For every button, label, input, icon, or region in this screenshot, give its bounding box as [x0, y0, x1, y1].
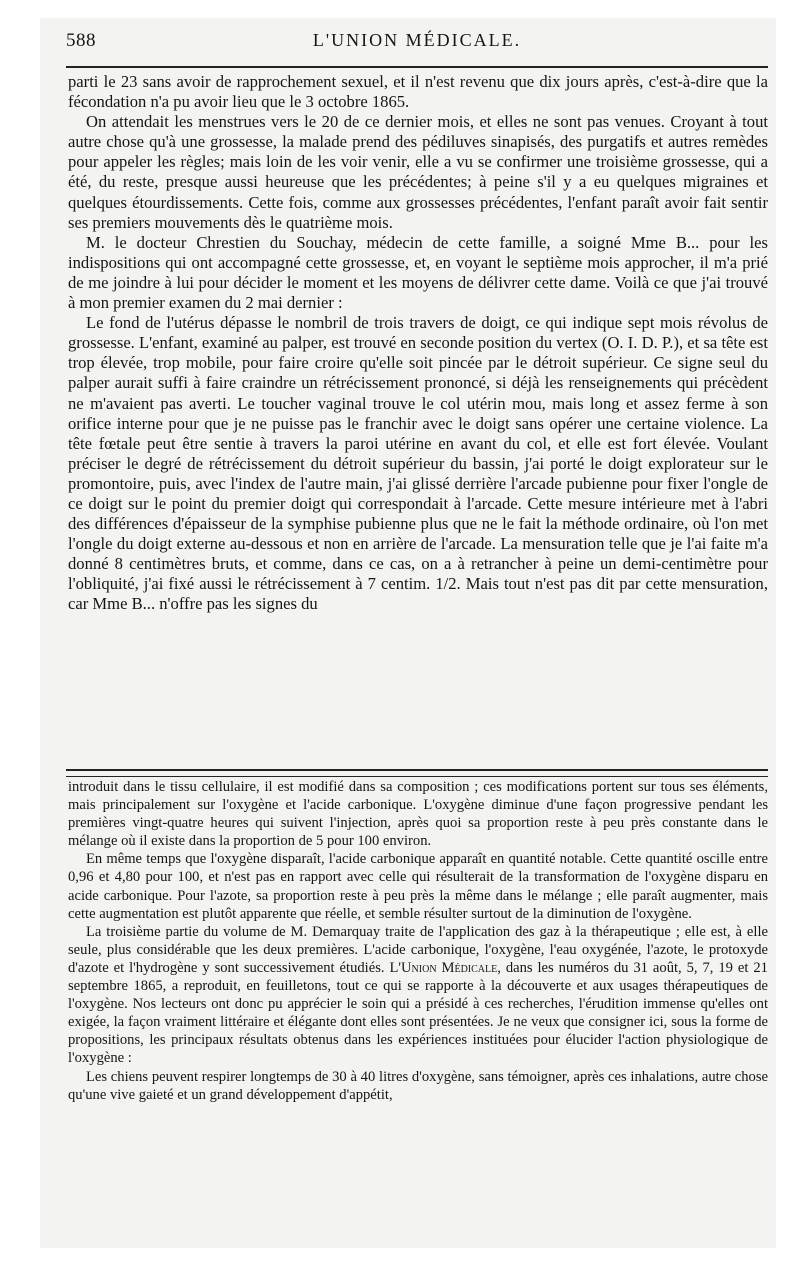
main-text — [68, 72, 768, 615]
feuilleton-paragraph-2: En même temps que l'oxygène disparaît, l'acide carbonique apparaît en quantité notable. Cette quantité oscille entre 0,96 et 4,80 pour 100, et n'est pas en rapport avec celle qui résulterait de la transformation de l'oxygène disparu en acide carbonique. Pour l'azote, sa proportion reste à peu près la même dans le mélange ; elle paraît augmenter, mais cette augmentation est plutôt apparente que réelle, et semble résulter surtout de la diminution de l'oxygène. — [68, 851, 768, 922]
feuilleton-paragraph-4: Les chiens peuvent respirer longtemps de 30 à 40 litres d'oxygène, sans témoigner, après ces inhalations, autre chose qu'une vive gaieté et un grand développement d'appétit, — [68, 1068, 768, 1103]
main-paragraph-3: M. le docteur Chrestien du Souchay, médecin de cette famille, a soigné Mme B... pour les indispositions qui ont accompagné cette grossesse, et, en voyant le septième mois approcher, il m'a prié de me joindre à lui pour décider le moment et les moyens de délivrer cette dame. Voilà ce que j'ai trouvé à mon premier examen du 2 mai dernier : — [68, 232, 768, 313]
feuilleton-text — [68, 778, 768, 1104]
feuilleton-separator-rule — [66, 769, 768, 777]
book-page — [40, 18, 776, 1248]
feuilleton-paragraph-1: introduit dans le tissu cellulaire, il est modifié dans sa composition ; ces modifications portent sur tous ses éléments, mais principalement sur l'oxygène et l'acide carbonique. L'oxygène diminue d'une façon progressive pendant les premières vingt-quatre heures qui suivent l'injection, après quoi sa proportion reste à peu près constante dans le mélange où il existe dans la proportion de 5 pour 100 environ. — [68, 779, 768, 850]
journal-name: L'Union Médicale — [389, 959, 498, 976]
header-rule — [66, 66, 768, 68]
paragraph-text-end: , dans les numéros du 31 août, 5, 7, 19 et 21 septembre 1865, a reproduit, en feuilletons, tout ce qui se rapporte à la découverte et aux usages thérapeutiques de l'oxygène. Nos lecteurs ont donc pu apprécier le soin qui a présidé à ces recherches, l'érudition immense qu'elles ont exigée, la façon vraiment littéraire et élégante dont elles sont présentées. Je ne veux que consigner ici, sous la forme de propositions, les principaux résultats obtenus dans les expériences instituées pour élucider l'action physiologique de l'oxygène : — [68, 959, 768, 1067]
paragraph-text-start: La troisième partie du volume de M. Demarquay traite de l'application des gaz à la thérapeutique ; elle est, à elle seule, plus considérable que les deux premières. L'acide carbonique, l'oxygène, l'eau oxygénée, l'azote, le protoxyde d'azote et l'hydrogène y sont successivement étudiés. — [68, 923, 768, 976]
page-number: 588 — [66, 30, 96, 51]
main-paragraph-2: On attendait les menstrues vers le 20 de ce dernier mois, et elles ne sont pas venues. Croyant à tout autre chose qu'à une grossesse, la malade prend des pédiluves sinapisés, des purgatifs et autres remèdes pour appeler les règles; mais loin de les voir venir, elle a vu se confirmer une troisième grossesse, qui a été, du reste, presque aussi heureuse que les précédentes; à peine s'il y a eu quelques migraines et quelques étourdissements. Cette fois, comme aux grossesses précédentes, l'enfant paraît avoir fait sentir ses premiers mouvements dès le quatrième mois. — [68, 112, 768, 232]
main-paragraph-1: parti le 23 sans avoir de rapprochement sexuel, et il n'est revenu que dix jours après, c'est-à-dire que la fécondation n'a pu avoir lieu que le 3 octobre 1865. — [68, 72, 768, 112]
page-header — [66, 30, 768, 58]
main-paragraph-4: Le fond de l'utérus dépasse le nombril de trois travers de doigt, ce qui indique sept mois révolus de grossesse. L'enfant, examiné au palper, est trouvé en seconde position du vertex (O. I. D. P.), et sa tête est trop élevée, trop mobile, pour faire croire qu'elle soit pincée par le détroit supérieur. Ce signe seul du palper aurait suffi à faire craindre un rétrécissement prononcé, si déjà les renseignements qui précèdent ne m'avaient pas averti. Le toucher vaginal trouve le col utérin mou, mais long et assez ferme à son orifice interne pour que je ne puisse pas le franchir avec le doigt sans opérer une certaine violence. La tête fœtale peut être sentie à travers la paroi utérine en avant du col, et elle est fort élevée. Voulant préciser le degré de rétrécissement du détroit supérieur du bassin, j'ai porté le doigt explorateur sur le promontoire, puis, avec l'index de l'autre main, j'ai glissé derrière l'arcade pubienne pour fixer l'ongle de ce doigt sur le point du premier doigt qui correspondait à l'arcade. Cette mesure intérieure met à l'abri des différences d'épaisseur de la symphise pubienne plus que ne le fait la méthode ordinaire, où l'on met l'ongle du doigt externe au-dessous et non en arrière de l'arcade. La mensuration telle que je l'ai faite m'a donné 8 centimètres bruts, et comme, dans ce cas, on a à retrancher à peine un demi-centimètre pour l'obliquité, j'ai fixé aussi le rétrécissement à 7 centim. 1/2. Mais tout n'est pas dit par cette mensuration, car Mme B... n'offre pas les signes du — [68, 313, 768, 614]
feuilleton-paragraph-3 — [68, 923, 768, 1068]
running-title: L'UNION MÉDICALE. — [312, 30, 522, 50]
